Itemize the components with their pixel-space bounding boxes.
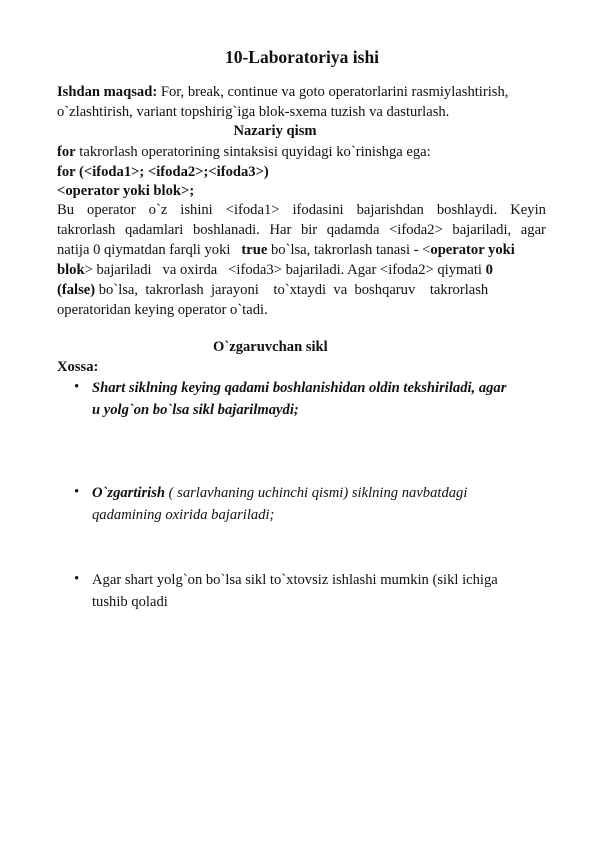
para-false: (false) xyxy=(57,282,96,298)
paragraph-word: <ifoda2> xyxy=(389,222,443,238)
paragraph-word: Keyin xyxy=(510,202,546,218)
paragraph-word: bir xyxy=(300,222,318,238)
for-keyword: for xyxy=(57,144,76,160)
bullet-3-line-2: tushib qoladi xyxy=(92,594,168,610)
paragraph-line-6: operatoridan keying operator o`tadi. xyxy=(57,302,268,318)
paragraph-word: <ifoda1> xyxy=(225,202,280,218)
paragraph-word: o`z xyxy=(148,202,168,218)
para-zero: 0 xyxy=(485,262,493,278)
paragraph-word: operator xyxy=(87,202,136,218)
paragraph-word: ifodasini xyxy=(292,202,344,218)
paragraph-line-1 xyxy=(57,201,546,220)
for-intro xyxy=(57,143,431,162)
paragraph-line-2 xyxy=(57,221,546,240)
bullet-1-text xyxy=(92,377,552,421)
paragraph-word: boshlanadi. xyxy=(192,222,260,238)
paragraph-word: Har xyxy=(269,222,292,238)
para-blok: blok xyxy=(57,262,85,278)
para-true: true xyxy=(241,242,268,258)
bullet-2-text xyxy=(92,482,552,526)
paragraph-word: takrorlash xyxy=(57,222,116,238)
para-l4-rest: > bajariladi va oxirda <ifoda3> bajariladi. Agar <ifoda2> qiymati xyxy=(84,262,486,278)
syntax-line-1: for (<ifoda1>; <ifoda2>;<ifoda3>) xyxy=(57,164,269,180)
paragraph-word: qadamlari xyxy=(124,222,184,238)
para-l3-mid: bo`lsa, takrorlash tanasi - < xyxy=(267,242,431,258)
aim-text-1: For, break, continue va goto operatorlarini rasmiylashtirish, xyxy=(157,84,509,100)
paragraph-word: ishini xyxy=(180,202,213,218)
paragraph-word: Bu xyxy=(57,202,75,218)
bullet-glyph: • xyxy=(74,484,80,500)
syntax-line-2: <operator yoki blok>; xyxy=(57,183,195,199)
bullet-3-line-1: Agar shart yolg`on bo`lsa sikl to`xtovsiz ishlashi mumkin (sikl ichiga xyxy=(92,572,498,588)
page-title: 10-Laboratoriya ishi xyxy=(224,47,380,67)
aim-label: Ishdan maqsad: xyxy=(57,84,158,100)
bullet-2-rest: ( sarlavhaning uchinchi qismi) siklning navbatdagi xyxy=(165,485,468,501)
theory-heading: Nazariy qism xyxy=(233,123,317,139)
para-l3-pre: natija 0 qiymatdan farqli yoki xyxy=(57,242,242,258)
paragraph-word: bajarishdan xyxy=(356,202,424,218)
bullet-1-line-2: u yolg`on bo`lsa sikl bajarilmaydi; xyxy=(92,402,299,418)
paragraph-line-4 xyxy=(57,261,493,280)
bullet-2-bold: O`zgartirish xyxy=(92,485,165,501)
paragraph-word: bajariladi, xyxy=(452,222,512,238)
bullet-1-line-1: Shart siklning keying qadami boshlanishidan oldin tekshiriladi, agar xyxy=(92,380,507,396)
bullet-3-text xyxy=(92,569,552,613)
for-intro-text: takrorlash operatorining sintaksisi quyidagi ko`rinishga ega: xyxy=(75,144,431,160)
note-label: Xossa: xyxy=(57,359,99,375)
bullet-glyph: • xyxy=(74,379,80,395)
para-operator-yoki: operator yoki xyxy=(430,242,515,258)
paragraph-word: boshlaydi. xyxy=(436,202,498,218)
paragraph-word: qadamda xyxy=(326,222,380,238)
paragraph-line-5 xyxy=(57,281,488,300)
para-l5-rest: bo`lsa, takrorlash jarayoni to`xtaydi va boshqaruv takrorlash xyxy=(95,282,489,298)
aim-line-2: o`zlashtirish, variant topshirig`iga blok-sxema tuzish va dasturlash. xyxy=(57,104,450,120)
paragraph-line-3 xyxy=(57,241,515,260)
section-heading: O`zgaruvchan sikl xyxy=(213,339,328,355)
aim-line-1 xyxy=(57,83,508,102)
bullet-glyph: • xyxy=(74,571,80,587)
bullet-2-line-2: qadamining oxirida bajariladi; xyxy=(92,507,275,523)
paragraph-word: agar xyxy=(520,222,546,238)
